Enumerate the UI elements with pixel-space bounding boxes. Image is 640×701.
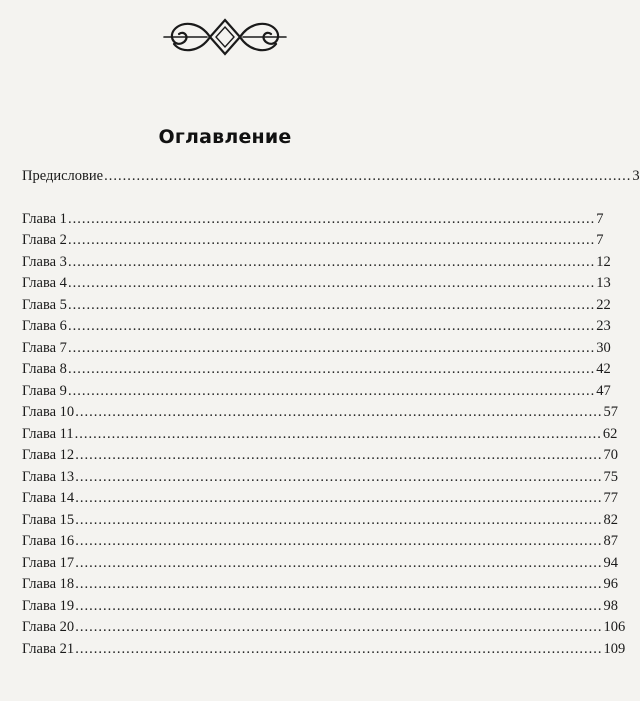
toc-entry-chapter[interactable] — [22, 273, 611, 295]
dot-leader: .................................................................................................................. — [67, 253, 596, 270]
dot-leader: .................................................................................................................. — [74, 425, 602, 442]
toc-entry-chapter[interactable] — [22, 510, 618, 532]
toc-entry-page: 12 — [596, 253, 611, 270]
toc-entry-label: Глава 16 — [22, 533, 75, 549]
toc-entry-label: Глава 21 — [22, 640, 75, 657]
toc-entry-label: Глава 2 — [22, 232, 67, 248]
dot-leader: .................................................................................................................. — [75, 619, 603, 635]
toc-entry-preface[interactable] — [22, 166, 640, 188]
toc-entry-chapter[interactable] — [22, 230, 604, 252]
toc-entry-label: Глава 7 — [22, 339, 67, 356]
dot-leader: .................................................................................................................. — [75, 490, 603, 506]
toc-entry-label: Предисловие — [22, 168, 104, 184]
toc-entry-chapter[interactable] — [22, 531, 618, 553]
toc-entry-chapter[interactable] — [22, 316, 611, 338]
toc-entry-chapter[interactable] — [22, 467, 618, 489]
toc-entry-chapter[interactable] — [22, 639, 626, 661]
dot-leader: .................................................................................................................. — [75, 576, 603, 592]
dot-leader: .................................................................................................................. — [67, 210, 596, 227]
toc-entry-page: 87 — [603, 533, 618, 549]
toc-entry-page: 13 — [596, 275, 611, 291]
toc-entry-label: Глава 18 — [22, 576, 75, 592]
toc-entry-label: Глава 10 — [22, 404, 75, 420]
toc-entry-page: 23 — [596, 318, 611, 334]
toc-entry-label: Глава 6 — [22, 318, 67, 334]
toc-entry-chapter[interactable] — [22, 596, 618, 618]
toc-entry-page: 109 — [603, 640, 626, 657]
dot-leader: .................................................................................................................. — [67, 382, 596, 399]
toc-entry-page: 30 — [596, 339, 611, 356]
toc-entry-label: Глава 13 — [22, 468, 75, 485]
toc-entry-page: 75 — [603, 468, 618, 485]
toc-entry-chapter[interactable] — [22, 402, 618, 424]
toc-entry-chapter[interactable] — [22, 574, 618, 596]
toc-entry-label: Глава 14 — [22, 490, 75, 506]
dot-leader: .................................................................................................................. — [67, 232, 596, 248]
dot-leader: .................................................................................................................. — [75, 640, 603, 657]
decorative-flourish-icon — [0, 12, 450, 62]
dot-leader: .................................................................................................................. — [75, 468, 603, 485]
toc-entry-page: 47 — [596, 382, 611, 399]
toc-entry-page: 7 — [596, 210, 604, 227]
toc-entry-page: 22 — [596, 296, 611, 313]
dot-leader: .................................................................................................................. — [67, 318, 596, 334]
toc-entry-chapter[interactable] — [22, 359, 611, 381]
toc-entry-label: Глава 19 — [22, 597, 75, 614]
toc-entry-chapter[interactable] — [22, 338, 611, 360]
toc-entry-page: 57 — [603, 404, 618, 420]
toc-entry-label: Глава 11 — [22, 425, 74, 442]
toc-entry-chapter[interactable] — [22, 209, 604, 231]
dot-leader: .................................................................................................................. — [75, 511, 603, 528]
toc-entry-label: Глава 9 — [22, 382, 67, 399]
toc-entry-label: Глава 4 — [22, 275, 67, 291]
toc-entry-page: 106 — [603, 619, 626, 635]
toc-entry-page: 62 — [602, 425, 618, 442]
toc-entry-chapter[interactable] — [22, 445, 618, 467]
toc-entry-label: Глава 8 — [22, 361, 67, 377]
dot-leader: .................................................................................................................. — [67, 361, 596, 377]
toc-entry-page: 98 — [603, 597, 618, 614]
dot-leader: .................................................................................................................. — [104, 168, 632, 184]
toc-entry-chapter[interactable] — [22, 252, 611, 274]
dot-leader: .................................................................................................................. — [67, 339, 596, 356]
chapter-list — [22, 209, 626, 661]
toc-entry-page: 70 — [603, 447, 618, 463]
toc-entry-page: 94 — [603, 554, 618, 571]
toc-entry-label: Глава 1 — [22, 210, 67, 227]
toc-entry-page: 82 — [603, 511, 618, 528]
dot-leader: .................................................................................................................. — [75, 447, 603, 463]
toc-entry-label: Глава 12 — [22, 447, 75, 463]
toc-entry-chapter[interactable] — [22, 381, 611, 403]
toc-entry-chapter[interactable] — [22, 617, 626, 639]
toc-entry-label: Глава 3 — [22, 253, 67, 270]
toc-entry-chapter[interactable] — [22, 553, 618, 575]
dot-leader: .................................................................................................................. — [75, 404, 603, 420]
toc-entry-page: 96 — [603, 576, 618, 592]
table-of-contents — [22, 166, 640, 660]
toc-entry-page: 7 — [596, 232, 604, 248]
dot-leader: .................................................................................................................. — [75, 554, 603, 571]
dot-leader: .................................................................................................................. — [75, 533, 603, 549]
dot-leader: .................................................................................................................. — [75, 597, 603, 614]
dot-leader: .................................................................................................................. — [67, 275, 596, 291]
toc-entry-label: Глава 5 — [22, 296, 67, 313]
dot-leader: .................................................................................................................. — [67, 296, 596, 313]
toc-entry-page: 77 — [603, 490, 618, 506]
toc-entry-page: 42 — [596, 361, 611, 377]
toc-entry-chapter[interactable] — [22, 424, 618, 446]
toc-entry-page: 3 — [632, 168, 640, 184]
spacer — [22, 188, 428, 209]
toc-entry-label: Глава 17 — [22, 554, 75, 571]
toc-entry-chapter[interactable] — [22, 295, 611, 317]
toc-entry-chapter[interactable] — [22, 488, 618, 510]
page-title: Оглавление — [158, 126, 292, 148]
toc-entry-label: Глава 20 — [22, 619, 75, 635]
toc-entry-label: Глава 15 — [22, 511, 75, 528]
